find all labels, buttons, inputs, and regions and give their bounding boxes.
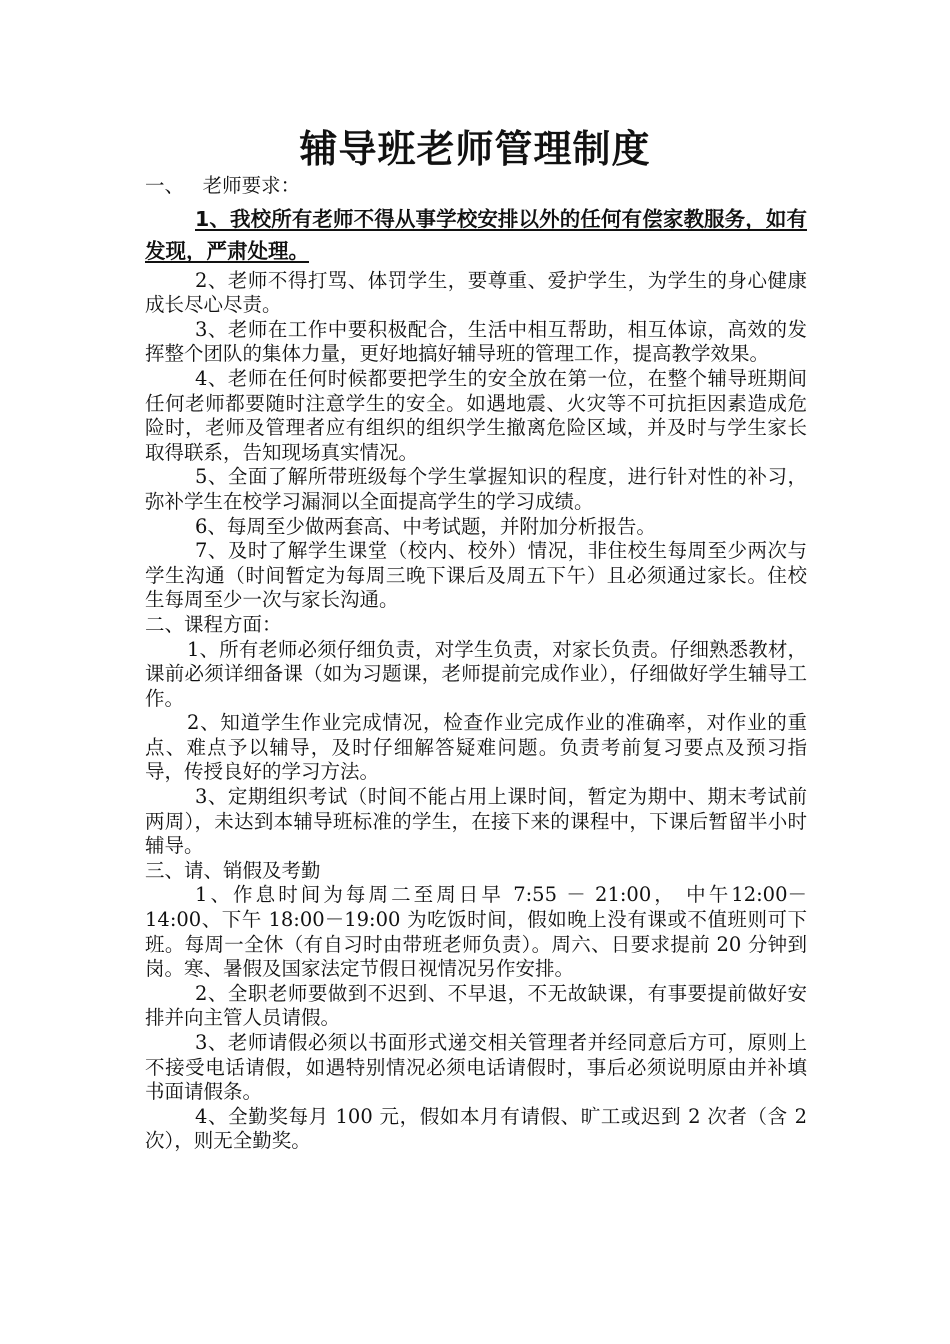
- rule-paragraph: 3、老师在工作中要积极配合，生活中相互帮助，相互体谅，高效的发挥整个团队的集体力量，更好地搞好辅导班的管理工作，提高教学效果。: [145, 317, 807, 366]
- rule-paragraph: 5、全面了解所带班级每个学生掌握知识的程度，进行针对性的补习，弥补学生在校学习漏洞以全面提高学生的学习成绩。: [145, 465, 807, 513]
- rule-paragraph: 6、每周至少做两套高、中考试题，并附加分析报告。: [195, 514, 656, 538]
- rule-paragraph: 2、全职老师要做到不迟到、不早退，不无故缺课，有事要提前做好安排并向主管人员请假。: [145, 981, 807, 1030]
- rule-paragraph: 3、定期组织考试（时间不能占用上课时间，暂定为期中、期末考试前两周），未达到本辅导班标准的学生，在接下来的课程中，下课后暂留半小时辅导。: [145, 785, 807, 858]
- rule-paragraph: 3、老师请假必须以书面形式递交相关管理者并经同意后方可，原则上不接受电话请假，如遇特别情况必须电话请假时，事后必须说明原由并补填书面请假条。: [145, 1031, 807, 1104]
- rule-paragraph-emphasized: 1、我校所有老师不得从事学校安排以外的任何有偿家教服务，如有发现，严肃处理。: [145, 206, 807, 263]
- section-heading-leave-attendance: 三、请、销假及考勤: [145, 858, 321, 882]
- rule-paragraph: 4、老师在任何时候都要把学生的安全放在第一位，在整个辅导班期间任何老师都要随时注意学生的安全。如遇地震、火灾等不可抗拒因素造成危险时，老师及管理者应有组织的组织学生撤离危险区域，并及时与学生家长取得联系，告知现场真实情况。: [145, 366, 807, 464]
- section-heading-courses: 二、课程方面：: [145, 612, 282, 636]
- document-title: 辅导班老师管理制度: [299, 127, 651, 171]
- document-body: [145, 174, 807, 1154]
- rule-paragraph: 4、全勤奖每月 100 元，假如本月有请假、旷工或迟到 2 次者（含 2 次），则无全勤奖。: [145, 1104, 807, 1153]
- rule-paragraph: 1、所有老师必须仔细负责，对学生负责，对家长负责。仔细熟悉教材，课前必须详细备课（如为习题课，老师提前完成作业），仔细做好学生辅导工作。: [145, 637, 807, 710]
- rule-paragraph: 1、作息时间为每周二至周日早 7:55 － 21:00， 中午12:00－14:00、下午 18:00－19:00 为吃饭时间，假如晚上没有课或不值班则可下班。每周一全休（有自习时由带班老师负责）。周六、日要求提前 20 分钟到岗。寒、暑假及国家法定节假日视情况另作安排。: [145, 883, 807, 981]
- rule-paragraph: 7、及时了解学生课堂（校内、校外）情况，非住校生每周至少两次与学生沟通（时间暂定为每周三晚下课后及周五下午）且必须通过家长。住校生每周至少一次与家长沟通。: [145, 539, 807, 612]
- rule-paragraph: 2、知道学生作业完成情况，检查作业完成作业的准确率，对作业的重点、难点予以辅导，及时仔细解答疑难问题。负责考前复习要点及预习指导，传授良好的学习方法。: [145, 711, 807, 784]
- section-heading-teacher-requirements: 一、 老师要求：: [145, 174, 301, 197]
- rule-paragraph: 2、老师不得打骂、体罚学生，要尊重、爱护学生，为学生的身心健康成长尽心尽责。: [145, 268, 807, 317]
